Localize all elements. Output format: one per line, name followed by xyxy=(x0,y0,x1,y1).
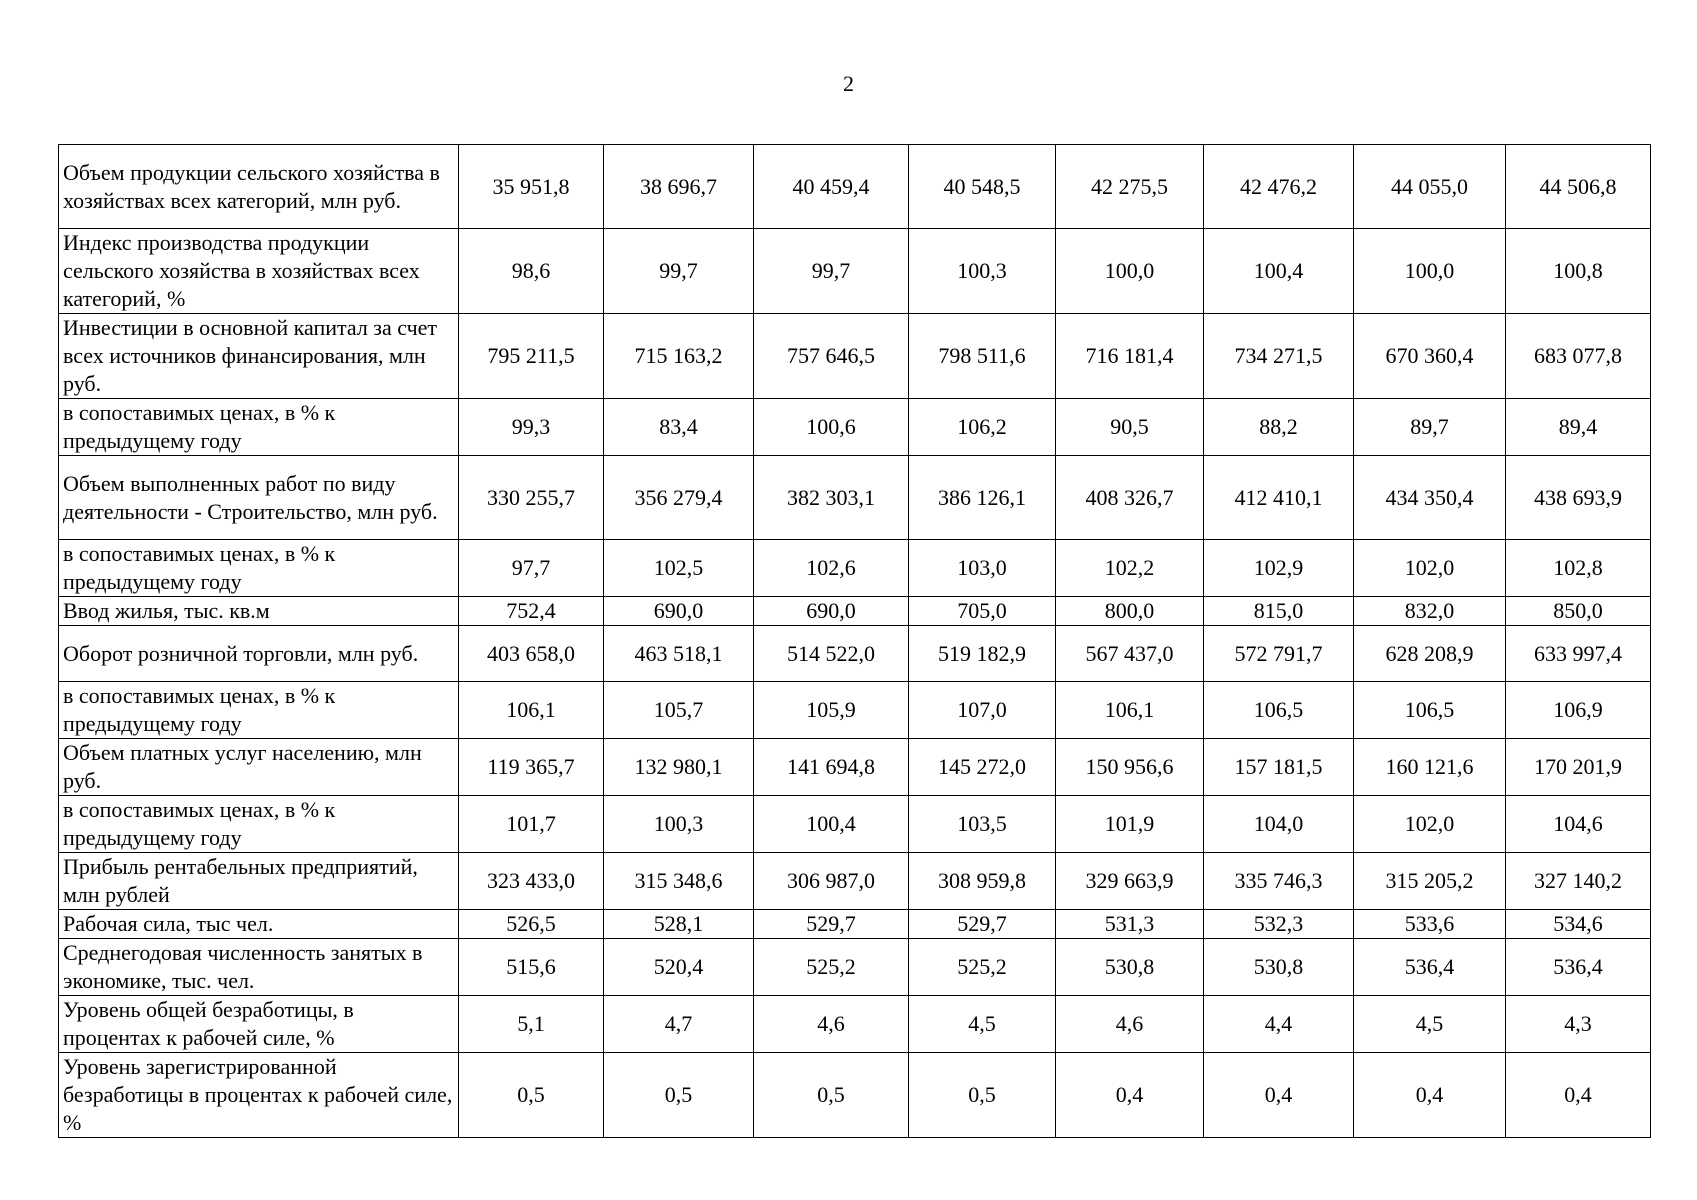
table-cell-value: 850,0 xyxy=(1506,597,1651,626)
table-cell-value: 89,4 xyxy=(1506,399,1651,456)
table-cell-value: 99,3 xyxy=(459,399,604,456)
table-row xyxy=(59,229,1651,314)
table-cell-value: 0,4 xyxy=(1354,1053,1506,1138)
table-cell-value: 44 506,8 xyxy=(1506,145,1651,229)
table-cell-value: 44 055,0 xyxy=(1354,145,1506,229)
table-cell-value: 800,0 xyxy=(1056,597,1204,626)
table-cell-value: 101,9 xyxy=(1056,796,1204,853)
row-label: Уровень общей безработицы, в процентах к рабочей силе, % xyxy=(59,996,459,1053)
table-cell-value: 102,2 xyxy=(1056,540,1204,597)
table-row xyxy=(59,682,1651,739)
table-row xyxy=(59,910,1651,939)
table-cell-value: 815,0 xyxy=(1204,597,1354,626)
table-cell-value: 463 518,1 xyxy=(604,626,754,682)
table-cell-value: 515,6 xyxy=(459,939,604,996)
table-cell-value: 308 959,8 xyxy=(909,853,1056,910)
table-cell-value: 532,3 xyxy=(1204,910,1354,939)
table-body xyxy=(59,145,1651,1138)
table-cell-value: 670 360,4 xyxy=(1354,314,1506,399)
table-cell-value: 0,4 xyxy=(1204,1053,1354,1138)
row-label: в сопоставимых ценах, в % к предыдущему году xyxy=(59,540,459,597)
table-cell-value: 530,8 xyxy=(1204,939,1354,996)
table-cell-value: 42 476,2 xyxy=(1204,145,1354,229)
table-cell-value: 525,2 xyxy=(754,939,909,996)
table-cell-value: 160 121,6 xyxy=(1354,739,1506,796)
table-cell-value: 100,4 xyxy=(1204,229,1354,314)
table-cell-value: 4,4 xyxy=(1204,996,1354,1053)
row-label: в сопоставимых ценах, в % к предыдущему году xyxy=(59,796,459,853)
table-cell-value: 0,5 xyxy=(604,1053,754,1138)
table-row xyxy=(59,456,1651,540)
row-label: Уровень зарегистрированной безработицы в процентах к рабочей силе, % xyxy=(59,1053,459,1138)
table-cell-value: 4,7 xyxy=(604,996,754,1053)
table-row xyxy=(59,996,1651,1053)
table-cell-value: 103,0 xyxy=(909,540,1056,597)
table-cell-value: 150 956,6 xyxy=(1056,739,1204,796)
table-cell-value: 330 255,7 xyxy=(459,456,604,540)
table-cell-value: 531,3 xyxy=(1056,910,1204,939)
table-cell-value: 106,1 xyxy=(459,682,604,739)
table-cell-value: 683 077,8 xyxy=(1506,314,1651,399)
table-cell-value: 102,6 xyxy=(754,540,909,597)
row-label: Индекс производства продукции сельского хозяйства в хозяйствах всех категорий, % xyxy=(59,229,459,314)
table-row xyxy=(59,540,1651,597)
row-label: Прибыль рентабельных предприятий, млн рублей xyxy=(59,853,459,910)
table-cell-value: 97,7 xyxy=(459,540,604,597)
table-cell-value: 4,5 xyxy=(909,996,1056,1053)
table-row xyxy=(59,597,1651,626)
table-cell-value: 102,5 xyxy=(604,540,754,597)
table-cell-value: 119 365,7 xyxy=(459,739,604,796)
table-cell-value: 106,5 xyxy=(1204,682,1354,739)
table-cell-value: 438 693,9 xyxy=(1506,456,1651,540)
table-cell-value: 0,4 xyxy=(1056,1053,1204,1138)
table-cell-value: 323 433,0 xyxy=(459,853,604,910)
table-cell-value: 100,8 xyxy=(1506,229,1651,314)
table-cell-value: 536,4 xyxy=(1506,939,1651,996)
table-cell-value: 567 437,0 xyxy=(1056,626,1204,682)
table-cell-value: 434 350,4 xyxy=(1354,456,1506,540)
table-cell-value: 0,5 xyxy=(909,1053,1056,1138)
table-cell-value: 104,0 xyxy=(1204,796,1354,853)
table-row xyxy=(59,145,1651,229)
table-cell-value: 335 746,3 xyxy=(1204,853,1354,910)
table-cell-value: 40 548,5 xyxy=(909,145,1056,229)
table-cell-value: 795 211,5 xyxy=(459,314,604,399)
table-cell-value: 798 511,6 xyxy=(909,314,1056,399)
table-cell-value: 4,5 xyxy=(1354,996,1506,1053)
table-cell-value: 106,2 xyxy=(909,399,1056,456)
table-cell-value: 4,3 xyxy=(1506,996,1651,1053)
table-cell-value: 534,6 xyxy=(1506,910,1651,939)
table-cell-value: 705,0 xyxy=(909,597,1056,626)
table-cell-value: 157 181,5 xyxy=(1204,739,1354,796)
table-cell-value: 100,6 xyxy=(754,399,909,456)
table-row xyxy=(59,796,1651,853)
table-cell-value: 99,7 xyxy=(754,229,909,314)
table-cell-value: 526,5 xyxy=(459,910,604,939)
row-label: Рабочая сила, тыс чел. xyxy=(59,910,459,939)
table-cell-value: 102,0 xyxy=(1354,796,1506,853)
table-cell-value: 103,5 xyxy=(909,796,1056,853)
table-cell-value: 327 140,2 xyxy=(1506,853,1651,910)
table-cell-value: 386 126,1 xyxy=(909,456,1056,540)
table-row xyxy=(59,1053,1651,1138)
table-row xyxy=(59,853,1651,910)
table-cell-value: 315 205,2 xyxy=(1354,853,1506,910)
table-cell-value: 101,7 xyxy=(459,796,604,853)
table-cell-value: 306 987,0 xyxy=(754,853,909,910)
table-cell-value: 83,4 xyxy=(604,399,754,456)
table-cell-value: 141 694,8 xyxy=(754,739,909,796)
table-row xyxy=(59,939,1651,996)
row-label: Оборот розничной торговли, млн руб. xyxy=(59,626,459,682)
table-cell-value: 408 326,7 xyxy=(1056,456,1204,540)
table-cell-value: 35 951,8 xyxy=(459,145,604,229)
table-row xyxy=(59,314,1651,399)
table-cell-value: 99,7 xyxy=(604,229,754,314)
table-cell-value: 529,7 xyxy=(909,910,1056,939)
table-cell-value: 715 163,2 xyxy=(604,314,754,399)
table-cell-value: 4,6 xyxy=(754,996,909,1053)
table-cell-value: 102,0 xyxy=(1354,540,1506,597)
table-cell-value: 633 997,4 xyxy=(1506,626,1651,682)
row-label: Объем платных услуг населению, млн руб. xyxy=(59,739,459,796)
table-cell-value: 0,4 xyxy=(1506,1053,1651,1138)
table-cell-value: 412 410,1 xyxy=(1204,456,1354,540)
table-cell-value: 42 275,5 xyxy=(1056,145,1204,229)
table-cell-value: 752,4 xyxy=(459,597,604,626)
table-cell-value: 106,9 xyxy=(1506,682,1651,739)
table-cell-value: 690,0 xyxy=(754,597,909,626)
table-cell-value: 4,6 xyxy=(1056,996,1204,1053)
row-label: в сопоставимых ценах, в % к предыдущему году xyxy=(59,682,459,739)
table-cell-value: 716 181,4 xyxy=(1056,314,1204,399)
table-cell-value: 536,4 xyxy=(1354,939,1506,996)
table-row xyxy=(59,739,1651,796)
table-cell-value: 105,7 xyxy=(604,682,754,739)
table-cell-value: 529,7 xyxy=(754,910,909,939)
table-row xyxy=(59,399,1651,456)
table-cell-value: 100,3 xyxy=(909,229,1056,314)
table-cell-value: 356 279,4 xyxy=(604,456,754,540)
row-label: Объем продукции сельского хозяйства в хозяйствах всех категорий, млн руб. xyxy=(59,145,459,229)
table-cell-value: 102,8 xyxy=(1506,540,1651,597)
table-cell-value: 38 696,7 xyxy=(604,145,754,229)
table-cell-value: 107,0 xyxy=(909,682,1056,739)
indicators-table xyxy=(58,144,1651,1138)
table-cell-value: 100,3 xyxy=(604,796,754,853)
table-cell-value: 514 522,0 xyxy=(754,626,909,682)
table-cell-value: 98,6 xyxy=(459,229,604,314)
table-cell-value: 100,4 xyxy=(754,796,909,853)
table-cell-value: 89,7 xyxy=(1354,399,1506,456)
table-cell-value: 40 459,4 xyxy=(754,145,909,229)
table-cell-value: 100,0 xyxy=(1354,229,1506,314)
table-cell-value: 315 348,6 xyxy=(604,853,754,910)
page-number: 2 xyxy=(843,71,854,96)
table-cell-value: 519 182,9 xyxy=(909,626,1056,682)
table-cell-value: 533,6 xyxy=(1354,910,1506,939)
table-cell-value: 106,5 xyxy=(1354,682,1506,739)
table-cell-value: 528,1 xyxy=(604,910,754,939)
table-cell-value: 106,1 xyxy=(1056,682,1204,739)
row-label: Ввод жилья, тыс. кв.м xyxy=(59,597,459,626)
table-cell-value: 88,2 xyxy=(1204,399,1354,456)
table-cell-value: 628 208,9 xyxy=(1354,626,1506,682)
table-cell-value: 132 980,1 xyxy=(604,739,754,796)
row-label: Объем выполненных работ по виду деятельности - Строительство, млн руб. xyxy=(59,456,459,540)
table-cell-value: 734 271,5 xyxy=(1204,314,1354,399)
table-cell-value: 525,2 xyxy=(909,939,1056,996)
table-cell-value: 102,9 xyxy=(1204,540,1354,597)
table-cell-value: 104,6 xyxy=(1506,796,1651,853)
table-cell-value: 0,5 xyxy=(754,1053,909,1138)
table-cell-value: 832,0 xyxy=(1354,597,1506,626)
row-label: в сопоставимых ценах, в % к предыдущему году xyxy=(59,399,459,456)
table-cell-value: 382 303,1 xyxy=(754,456,909,540)
table-cell-value: 403 658,0 xyxy=(459,626,604,682)
table-cell-value: 145 272,0 xyxy=(909,739,1056,796)
table-cell-value: 520,4 xyxy=(604,939,754,996)
table-cell-value: 757 646,5 xyxy=(754,314,909,399)
row-label: Инвестиции в основной капитал за счет всех источников финансирования, млн руб. xyxy=(59,314,459,399)
row-label: Среднегодовая численность занятых в экономике, тыс. чел. xyxy=(59,939,459,996)
table-row xyxy=(59,626,1651,682)
table-cell-value: 100,0 xyxy=(1056,229,1204,314)
table-cell-value: 329 663,9 xyxy=(1056,853,1204,910)
table-cell-value: 5,1 xyxy=(459,996,604,1053)
table-cell-value: 105,9 xyxy=(754,682,909,739)
table-cell-value: 572 791,7 xyxy=(1204,626,1354,682)
table-cell-value: 690,0 xyxy=(604,597,754,626)
table-cell-value: 530,8 xyxy=(1056,939,1204,996)
table-cell-value: 0,5 xyxy=(459,1053,604,1138)
table-cell-value: 170 201,9 xyxy=(1506,739,1651,796)
table-cell-value: 90,5 xyxy=(1056,399,1204,456)
